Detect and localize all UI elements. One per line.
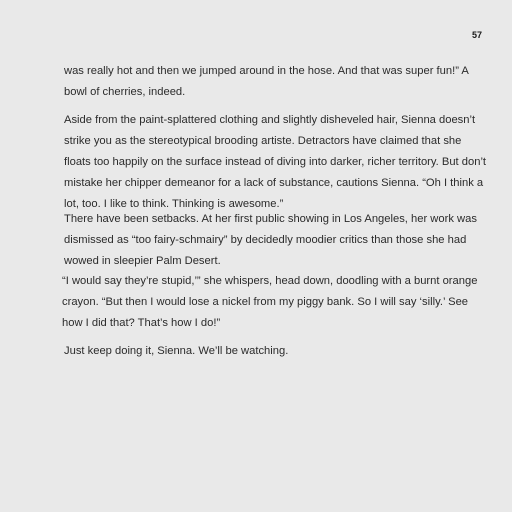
paragraph-2 [64, 110, 487, 215]
paragraph-line: lot, too. I like to think. Thinking is awesome.” [64, 198, 284, 210]
paragraph-line: crayon. “But then I would lose a nickel from my piggy bank. So I will say ‘silly.’ See [62, 296, 469, 308]
paragraph-line: mistake her chipper demeanor for a lack of substance, cautions Sienna. “Oh I think a [64, 177, 484, 189]
paragraph-line: Aside from the paint-splattered clothing and slightly disheveled hair, Sienna doesn’t [64, 114, 476, 126]
paragraph-line: Just keep doing it, Sienna. We’ll be watching. [64, 345, 289, 357]
paragraph-line: was really hot and then we jumped around in the hose. And that was super fun!” A [64, 65, 469, 77]
paragraph-line: strike you as the stereotypical brooding artiste. Detractors have claimed that she [64, 135, 462, 147]
paragraph-5 [64, 341, 484, 362]
paragraph-line: wowed in sleepier Palm Desert. [64, 255, 221, 267]
paragraph-line: how I did that? That’s how I do!” [62, 317, 221, 329]
paragraph-4 [62, 271, 482, 334]
paragraph-line: There have been setbacks. At her first public showing in Los Angeles, her work was [64, 213, 477, 225]
paragraph-line: floats too happily on the surface instead of diving into darker, richer territory. But don’t [64, 156, 487, 168]
paragraph-1 [64, 61, 484, 103]
paragraph-line: dismissed as “too fairy-schmairy” by decidedly moodier critics than those she had [64, 234, 467, 246]
paragraph-3 [64, 209, 484, 272]
paragraph-line: bowl of cherries, indeed. [64, 86, 186, 98]
page-number: 57 [471, 30, 482, 40]
paragraph-line: “I would say they’re stupid,’” she whispers, head down, doodling with a burnt orange [62, 275, 478, 287]
